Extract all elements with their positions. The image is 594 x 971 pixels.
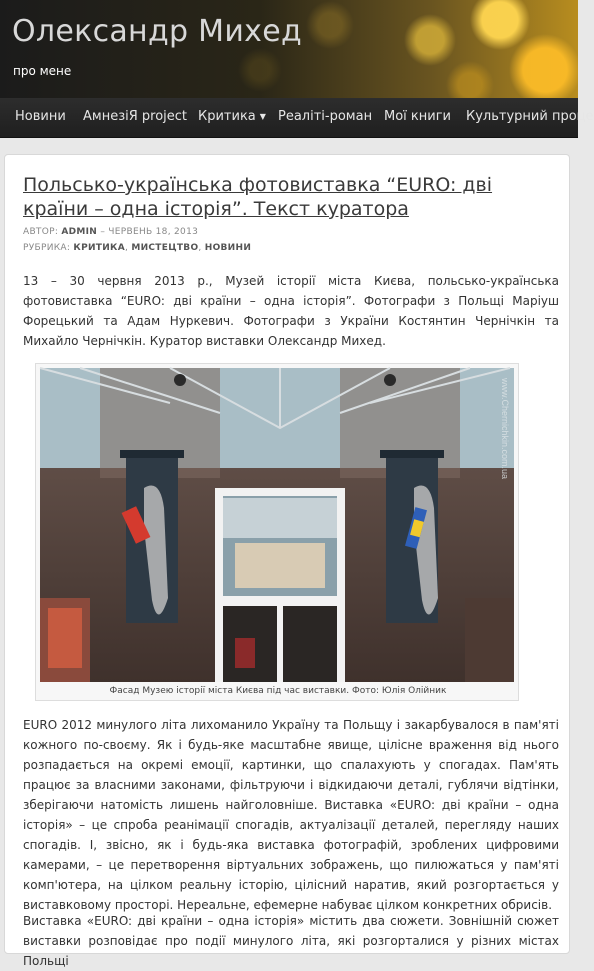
author-prefix: АВТОР: [23, 227, 59, 237]
category-link[interactable]: МИСТЕЦТВО [131, 243, 199, 253]
dropdown-arrow-icon: ▼ [259, 112, 266, 121]
photo-watermark: www.Chernichkin.com.ua [500, 378, 510, 480]
post-meta-categories: РУБРИКА: КРИТИКА, МИСТЕЦТВО, НОВИНИ [23, 243, 252, 253]
author-link[interactable]: ADMIN [61, 227, 98, 237]
nav-item-label: Культурний проце [466, 109, 594, 124]
site-title[interactable]: Олександр Михед [12, 14, 303, 49]
nav-item-label: Новини [15, 109, 66, 124]
nav-item-cultural-process[interactable] [466, 98, 594, 138]
museum-facade-photo[interactable] [40, 368, 514, 682]
category-link[interactable]: НОВИНИ [204, 243, 252, 253]
site-header [0, 0, 578, 98]
post-article [4, 154, 570, 968]
post-title[interactable]: Польсько-українська фотовиставка “EURO: дві країни – одна історія”. Текст куратора [23, 174, 493, 220]
museum-facade-illustration [40, 368, 514, 682]
body-paragraph: Виставка «EURO: дві країни – одна історія» містить два сюжети. Зовнішній сюжет виставки розповідає про події минулого літа, які розгорталися у різних містах Польщі [23, 914, 559, 968]
post-meta-author [23, 227, 198, 237]
body-paragraph: EURO 2012 минулого літа лихоманило Україну та Польщу і закарбувалося в пам'яті кожного по-своєму. Як і будь-яке масштабне явище, цілісне враження від нього розпадається на окремі емоції, картинки, що спалахують у спогадах. Пам'ять працює за власними законами, фільтруючи і відкидаючи деталі, гублячи відтінки, зберігаючи натомість лишень найголовніше. Виставка «EURO: дві країни – одна історія» – це спроба реанімації спогадів, актуалізації деталей, перегляду наших спогадів. І, звісно, як і будь-яка виставка фотографій, зроблених цифровими камерами, – це перетворення віртуальних зображень, що пилюжаться у пам'яті комп'ютера, на цілком реальну історію, цілісний наратив, який розгортається у виставковому просторі. Нереальне, ефемерне набуває цілком конкретних обрисів. [23, 718, 559, 912]
post-date: ЧЕРВЕНЬ 18, 2013 [108, 227, 199, 237]
main-navigation [0, 98, 594, 138]
category-prefix: РУБРИКА: [23, 243, 71, 253]
nav-item-label: АмнезіЯ project [83, 109, 188, 124]
image-caption: Фасад Музею історії міста Києва під час виставки. Фото: Юлія Олійник [109, 686, 447, 696]
site-tagline: про мене [13, 64, 72, 78]
post-figure [35, 363, 519, 701]
nav-item-news[interactable] [15, 98, 66, 138]
nav-item-label: Мої книги [384, 109, 451, 124]
nav-item-reality-novel[interactable] [278, 98, 372, 138]
nav-item-my-books[interactable] [384, 98, 451, 138]
nav-item-criticism[interactable] [198, 98, 266, 138]
nav-item-amnesia-project[interactable] [83, 98, 187, 138]
nav-item-label: Критика [198, 109, 256, 124]
meta-separator: – [100, 227, 106, 237]
category-link[interactable]: КРИТИКА [73, 243, 125, 253]
intro-paragraph: 13 – 30 червня 2013 р., Музей історії міста Києва, польсько-українська фотовиставка “EURO: дві країни – одна історія”. Фотографи з Польщі Маріуш Форецький та Адам Нуркевич. Фотографи з України Костянтин Чернічкін та Михайло Чернічкін. Куратор виставки Олександр Михед. [23, 274, 559, 348]
nav-item-label: Реаліті-роман [278, 109, 373, 124]
